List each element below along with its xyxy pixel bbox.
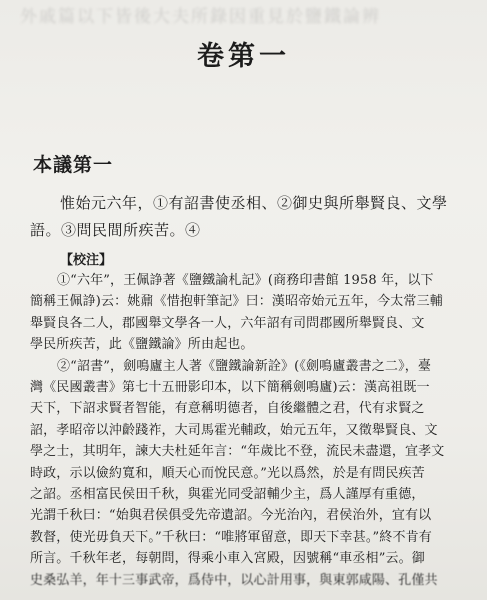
notes-heading: 【校注】: [60, 253, 113, 268]
note-line: 簡稱王佩諍)云：姚鼐《惜抱軒筆記》曰：漢昭帝始元五年，今太常三輔: [30, 294, 443, 310]
main-text-line: 惟始元六年，①有詔書使丞相、②御史與所舉賢良、文學: [60, 194, 448, 212]
notes-block: [30, 270, 470, 591]
note-line: 所言。千秋年老，每朝問，得乘小車入宮殿，因號稱“車丞相”云。御: [30, 551, 425, 567]
note-line: 之詔。丞相富民侯田千秋，與霍光同受詔輔少主，爲人謹厚有重德，: [30, 487, 425, 503]
note-line: 光謂千秋曰：“始與君侯俱受先帝遺詔。今光治內，君侯治外，宜有以: [30, 508, 432, 524]
main-text: [30, 190, 468, 244]
note-line: 學民所疾苦，此《鹽鐵論》所由起也。: [30, 337, 254, 353]
note-line: 學之士，其明年，諫大夫杜延年言：“年歲比不登，流民未盡還，宜孝文: [30, 444, 445, 460]
note-line: 史桑弘羊，年十三事武帝，爲侍中，以心計用事，與東郭咸陽、孔僅共: [30, 572, 438, 588]
main-text-line: 語。③問民間所疾苦。④: [30, 221, 201, 239]
chapter-title: 卷第一: [197, 41, 290, 72]
note-line: ①“六年”，王佩諍著《鹽鐵論札記》(商務印書館 1958 年，以下: [57, 273, 434, 288]
note-line: 灣《民國叢書》第七十五冊影印本，以下簡稱劍鳴廬)云：漢高祖既一: [30, 380, 430, 396]
note-line: 舉賢良各二人，郡國舉文學各一人，六年詔有司問郡國所舉賢良、文: [30, 315, 425, 331]
note-line: 詔，孝昭帝以沖齡踐祚，大司馬霍光輔政，始元五年，又徵舉賢良、文: [30, 422, 438, 438]
section-title: 本議第一: [33, 154, 114, 176]
note-line: 天下，下詔求賢者智能，有意稱明德者，自後繼體之君，代有求賢之: [30, 401, 425, 417]
note-line: 時政，示以儉約寬和，順天心而悅民意。”光以爲然，於是有問民疾苦: [30, 465, 425, 481]
note-line: 教督，使光毋負天下。”千秋曰：“唯將軍留意，即天下幸甚。”終不肯有: [30, 529, 432, 545]
bleed-through-text: 外戚篇以下皆後大夫所錄因重見於鹽鐵論辨: [20, 7, 381, 27]
note-line: ②“詔書”，劍鳴廬主人著《鹽鐵論新詮》(《劍鳴廬叢書之二》，臺: [57, 358, 432, 374]
